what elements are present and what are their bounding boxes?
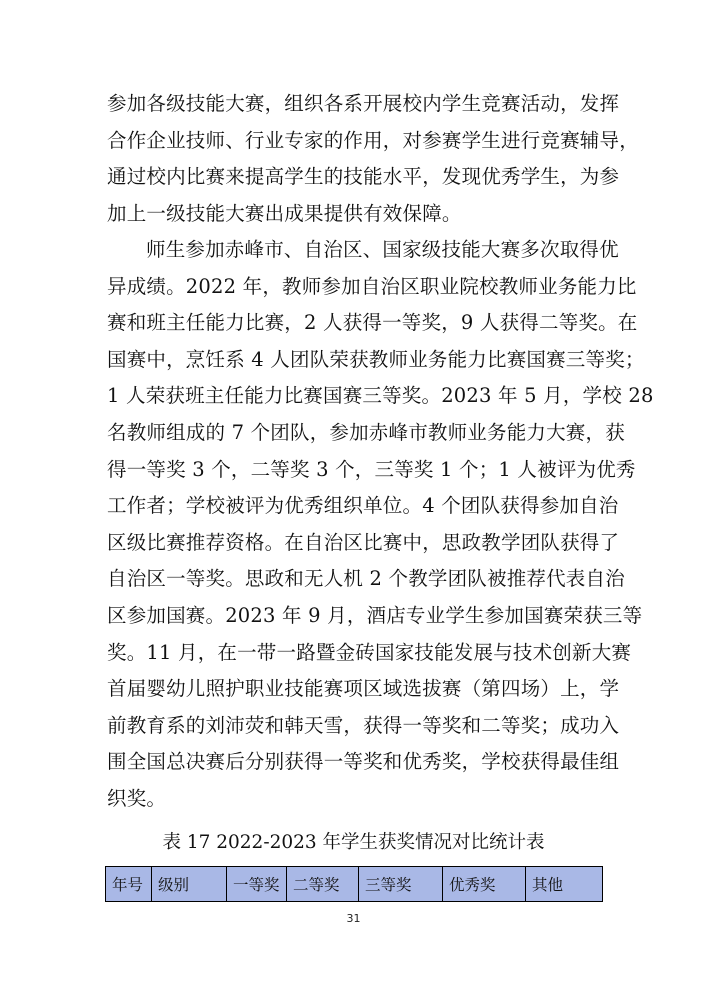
text-line: 奖。11 月，在一带一路暨金砖国家技能发展与技术创新大赛	[107, 640, 632, 664]
text-line: 加上一级技能大赛出成果提供有效保障。	[107, 201, 462, 225]
text-line: 通过校内比赛来提高学生的技能水平，发现优秀学生，为参	[107, 165, 620, 189]
header-cell-level: 级别	[152, 867, 227, 902]
paragraph-2	[107, 232, 654, 818]
text-line: 1 人荣获班主任能力比赛国赛三等奖。2023 年 5 月，学校 28	[107, 384, 654, 408]
text-line: 名教师组成的 7 个团队，参加赤峰市教师业务能力大赛，获	[107, 420, 625, 444]
text-line: 赛和班主任能力比赛，2 人获得一等奖，9 人获得二等奖。在	[107, 311, 638, 335]
awards-table	[105, 866, 603, 902]
text-line: 参加各级技能大赛，组织各系开展校内学生竞赛活动，发挥	[107, 92, 620, 115]
text-line: 区参加国赛。2023 年 9 月，酒店专业学生参加国赛荣获三等	[107, 603, 643, 627]
text-line: 工作者；学校被评为优秀组织单位。4 个团队获得参加自治	[107, 494, 619, 518]
text-line: 首届婴幼儿照护职业技能赛项区域选拔赛（第四场）上，学	[107, 677, 620, 701]
header-cell-second-prize: 二等奖	[287, 867, 359, 902]
table-caption: 表 17 2022-2023 年学生获奖情况对比统计表	[162, 832, 545, 853]
text-line: 自治区一等奖。思政和无人机 2 个教学团队被推荐代表自治	[107, 567, 625, 591]
header-cell-other: 其他	[526, 867, 603, 902]
text-line: 师生参加赤峰市、自治区、国家级技能大赛多次取得优	[146, 238, 619, 261]
text-line: 织奖。	[107, 786, 167, 810]
header-cell-first-prize: 一等奖	[227, 867, 287, 902]
page-number: 31	[346, 912, 361, 925]
text-line: 区级比赛推荐资格。在自治区比赛中，思政教学团队获得了	[107, 530, 620, 554]
text-line: 前教育系的刘沛荧和韩天雪，获得一等奖和二等奖；成功入	[107, 713, 620, 737]
text-line: 异成绩。2022 年，教师参加自治区职业院校教师业务能力比	[107, 274, 637, 298]
text-line: 围全国总决赛后分别获得一等奖和优秀奖，学校获得最佳组	[107, 750, 620, 774]
header-cell-year: 年号	[106, 867, 152, 902]
text-line: 得一等奖 3 个，二等奖 3 个，三等奖 1 个；1 人被评为优秀	[107, 457, 636, 481]
text-line: 国赛中，烹饪系 4 人团队荣获教师业务能力比赛国赛三等奖；	[107, 347, 645, 371]
paragraph-1	[107, 86, 639, 232]
header-cell-excellence-prize: 优秀奖	[443, 867, 526, 902]
text-line: 合作企业技师、行业专家的作用，对参赛学生进行竞赛辅导，	[107, 128, 639, 152]
table-header-row	[106, 867, 603, 902]
header-cell-third-prize: 三等奖	[359, 867, 443, 902]
